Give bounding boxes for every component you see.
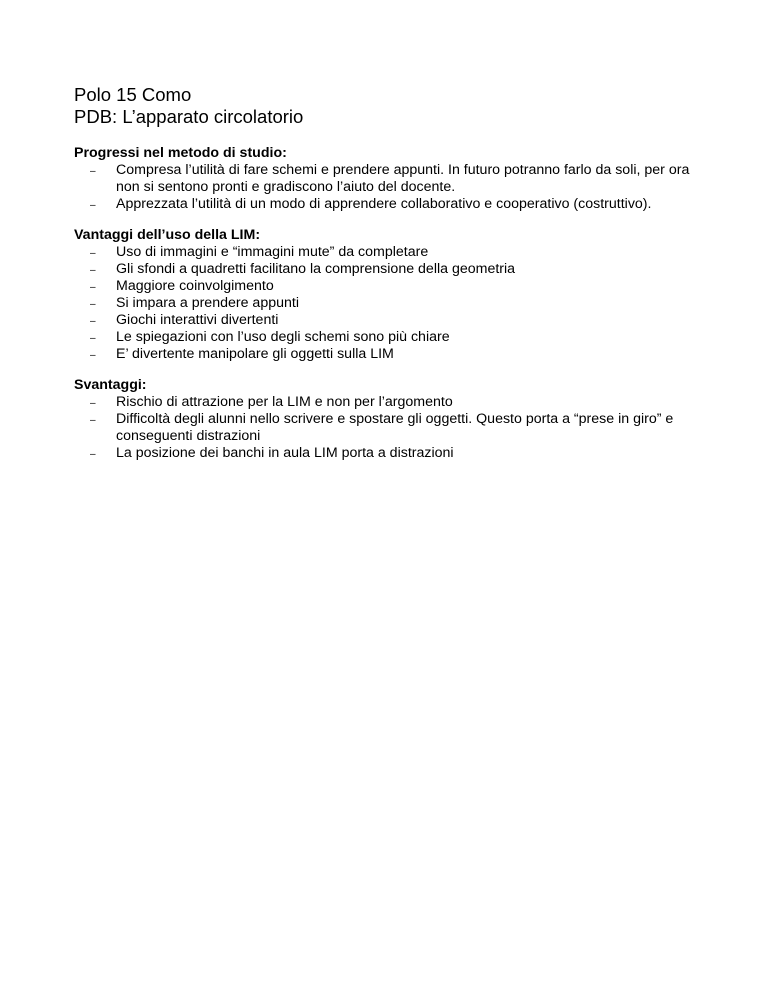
- list-item-text: Le spiegazioni con l’uso degli schemi sono più chiare: [116, 329, 450, 345]
- list-item-text: E’ divertente manipolare gli oggetti sulla LIM: [116, 346, 394, 362]
- list-item: [74, 278, 714, 295]
- list-item-text: Uso di immagini e “immagini mute” da completare: [116, 244, 429, 260]
- document-title-school: Polo 15 Como: [74, 84, 192, 105]
- dash-bullet-icon: –: [90, 449, 96, 460]
- dash-bullet-icon: –: [90, 350, 96, 361]
- section-heading: Progressi nel metodo di studio:: [74, 145, 287, 161]
- bullet-list: [74, 394, 714, 462]
- list-item: [74, 261, 714, 278]
- dash-bullet-icon: –: [90, 200, 96, 211]
- section-disadvantages: [74, 377, 714, 462]
- list-item-text: Difficoltà degli alunni nello scrivere e spostare gli oggetti. Questo porta a “prese in giro” e conseguenti distrazioni: [116, 411, 674, 444]
- list-item-text: Apprezzata l’utilità di un modo di apprendere collaborativo e cooperativo (costruttivo).: [116, 196, 652, 212]
- dash-bullet-icon: –: [90, 415, 96, 426]
- document-title-block: [74, 84, 714, 128]
- bullet-list: [74, 162, 714, 213]
- list-item: [74, 346, 714, 363]
- section-heading: Vantaggi dell’uso della LIM:: [74, 227, 261, 243]
- list-item: [74, 394, 714, 411]
- dash-bullet-icon: –: [90, 282, 96, 293]
- list-item: [74, 244, 714, 261]
- list-item-text: Si impara a prendere appunti: [116, 295, 299, 311]
- list-item-text: Giochi interattivi divertenti: [116, 312, 279, 328]
- dash-bullet-icon: –: [90, 248, 96, 259]
- list-item-text: Compresa l’utilità di fare schemi e prendere appunti. In futuro potranno farlo da soli, per ora non si sentono pronti e gradiscono l’aiuto del docente.: [116, 162, 690, 195]
- list-item: [74, 445, 714, 462]
- list-item: [74, 295, 714, 312]
- section-heading: Svantaggi:: [74, 377, 147, 393]
- dash-bullet-icon: –: [90, 398, 96, 409]
- list-item-text: Rischio di attrazione per la LIM e non per l’argomento: [116, 394, 453, 410]
- bullet-list: [74, 244, 714, 363]
- section-advantages: [74, 227, 714, 363]
- section-progress: [74, 145, 714, 213]
- list-item-text: Gli sfondi a quadretti facilitano la comprensione della geometria: [116, 261, 516, 277]
- list-item: [74, 162, 714, 196]
- dash-bullet-icon: –: [90, 166, 96, 177]
- list-item: [74, 411, 714, 445]
- list-item-text: La posizione dei banchi in aula LIM porta a distrazioni: [116, 445, 454, 461]
- list-item: [74, 312, 714, 329]
- list-item-text: Maggiore coinvolgimento: [116, 278, 274, 294]
- dash-bullet-icon: –: [90, 316, 96, 327]
- dash-bullet-icon: –: [90, 333, 96, 344]
- dash-bullet-icon: –: [90, 299, 96, 310]
- document-title-topic: PDB: L’apparato circolatorio: [74, 106, 304, 127]
- list-item: [74, 196, 714, 213]
- dash-bullet-icon: –: [90, 265, 96, 276]
- list-item: [74, 329, 714, 346]
- document-page: [74, 84, 714, 462]
